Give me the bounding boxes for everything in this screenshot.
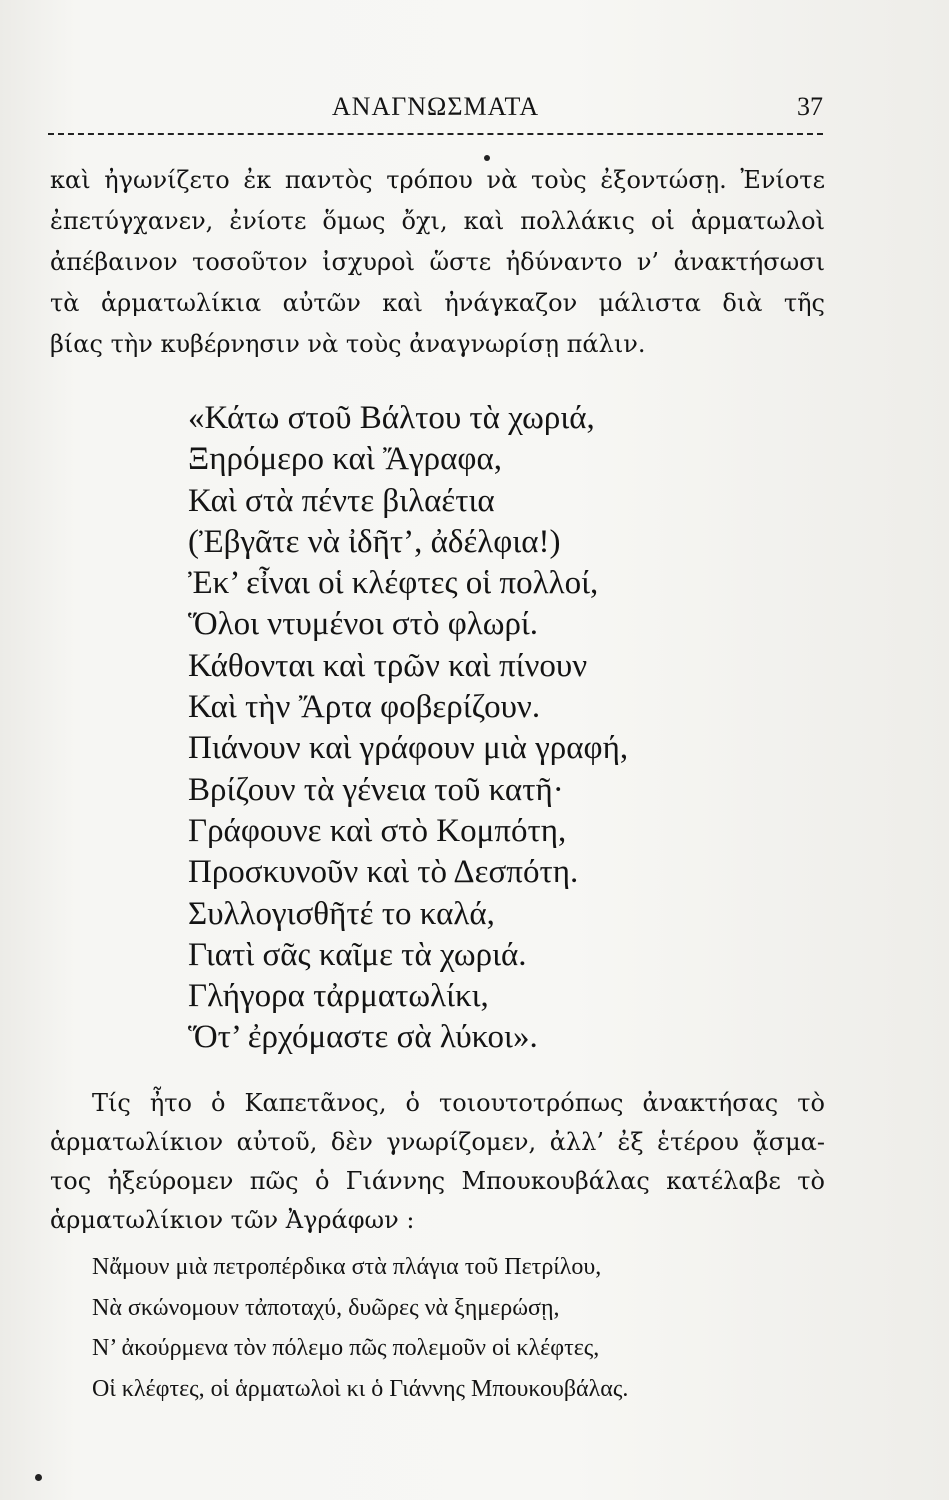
verse-line: Καὶ τὴν Ἄρτα φοβερίζουν. xyxy=(188,689,541,726)
ink-speck xyxy=(484,155,490,161)
verse-line: (Ἐβγᾶτε νὰ ἰδῆτ’, ἀδέλφια!) xyxy=(188,523,561,560)
verse-line: Προσκυνοῦν καὶ τὸ Δεσπότη. xyxy=(188,854,579,891)
prose-paragraph-bottom xyxy=(50,1084,825,1240)
header-rule xyxy=(48,133,823,135)
verse-line: Κάθονται καὶ τρῶν καὶ πίνουν xyxy=(188,647,588,684)
verse-line: Ἐκ’ εἶναι οἱ κλέφτες οἱ πολλοί, xyxy=(188,565,599,602)
verse-line: Συλλογισθῆτέ το καλά, xyxy=(188,895,495,932)
folk-song-main xyxy=(188,398,628,1059)
text-line: βίας τὴν κυβέρνησιν νὰ τοὺς ἀναγνωρίσῃ πάλιν. xyxy=(50,330,646,358)
running-title: ΑΝΑΓΝΩΣΜΑΤΑ xyxy=(331,92,540,121)
verse-line: Ὅλοι ντυμένοι στὸ φλωρί. xyxy=(188,606,539,643)
verse-line: Οἱ κλέφτες, οἱ ἁρματωλοὶ κι ὁ Γιάννης Μπουκουβάλας. xyxy=(92,1375,629,1402)
verse-line: Καὶ στὰ πέντε βιλαέτια xyxy=(188,482,495,519)
text-line: Τίς ἦτο ὁ Καπετᾶνος, ὁ τοιουτοτρόπως ἀνακτήσας τὸ xyxy=(92,1089,825,1117)
verse-line: Ξηρόμερο καὶ Ἄγραφα, xyxy=(188,441,502,478)
verse-line: «Κάτω στοῦ Βάλτου τὰ χωριά, xyxy=(188,400,595,436)
text-line: τὰ ἁρματωλίκια αὐτῶν καὶ ἠνάγκαζον μάλιστα διὰ τῆς xyxy=(50,289,825,317)
verse-line: Πιάνουν καὶ γράφουν μιὰ γραφή, xyxy=(188,730,629,767)
text-line: ἁρματωλίκιον τῶν Ἀγράφων : xyxy=(50,1206,415,1234)
text-line: ἀπέβαινον τοσοῦτον ἰσχυροὶ ὥστε ἠδύναντο ν’ ἀνακτήσωσι xyxy=(50,248,825,276)
verse-line: Γιατὶ σᾶς καῖμε τὰ χωριά. xyxy=(188,936,527,973)
verse-line: Γράφουνε καὶ στὸ Κομπότη, xyxy=(188,812,567,849)
verse-line: Ὅτ’ ἐρχόμαστε σὰ λύκοι». xyxy=(188,1019,538,1056)
verse-line: Ν’ ἀκούρμενα τὸν πόλεμο πῶς πολεμοῦν οἱ κλέφτες, xyxy=(92,1335,600,1361)
text-line: τος ἠξεύρομεν πῶς ὁ Γιάννης Μπουκουβάλας κατέλαβε τὸ xyxy=(50,1167,825,1195)
page-number: 37 xyxy=(797,92,823,121)
verse-line: Νὰ σκώνομουν τἀποταχύ, δυῶρες νὰ ξημερώσῃ, xyxy=(92,1294,560,1321)
text-line: καὶ ἠγωνίζετο ἐκ παντὸς τρόπου νὰ τοὺς ἐξοντώσῃ. Ἐνίοτε xyxy=(50,166,825,194)
verse-line: Γλήγορα τἀρματωλίκι, xyxy=(188,978,489,1015)
folk-song-second xyxy=(92,1247,628,1409)
text-line: ἐπετύγχανεν, ἐνίοτε ὅμως ὄχι, καὶ πολλάκις οἱ ἁρματωλοὶ xyxy=(50,207,825,235)
page-header xyxy=(48,92,823,132)
text-line: ἁρματωλίκιον αὐτοῦ, δὲν γνωρίζομεν, ἀλλ’ ἐξ ἑτέρου ᾄσμα- xyxy=(50,1128,825,1156)
prose-paragraph-top xyxy=(50,160,825,365)
verse-line: Νἄμουν μιὰ πετροπέρδικα στὰ πλάγια τοῦ Πετρίλου, xyxy=(92,1254,602,1280)
ink-speck xyxy=(35,1474,42,1481)
verse-line: Βρίζουν τὰ γένεια τοῦ κατῆ· xyxy=(188,771,564,808)
